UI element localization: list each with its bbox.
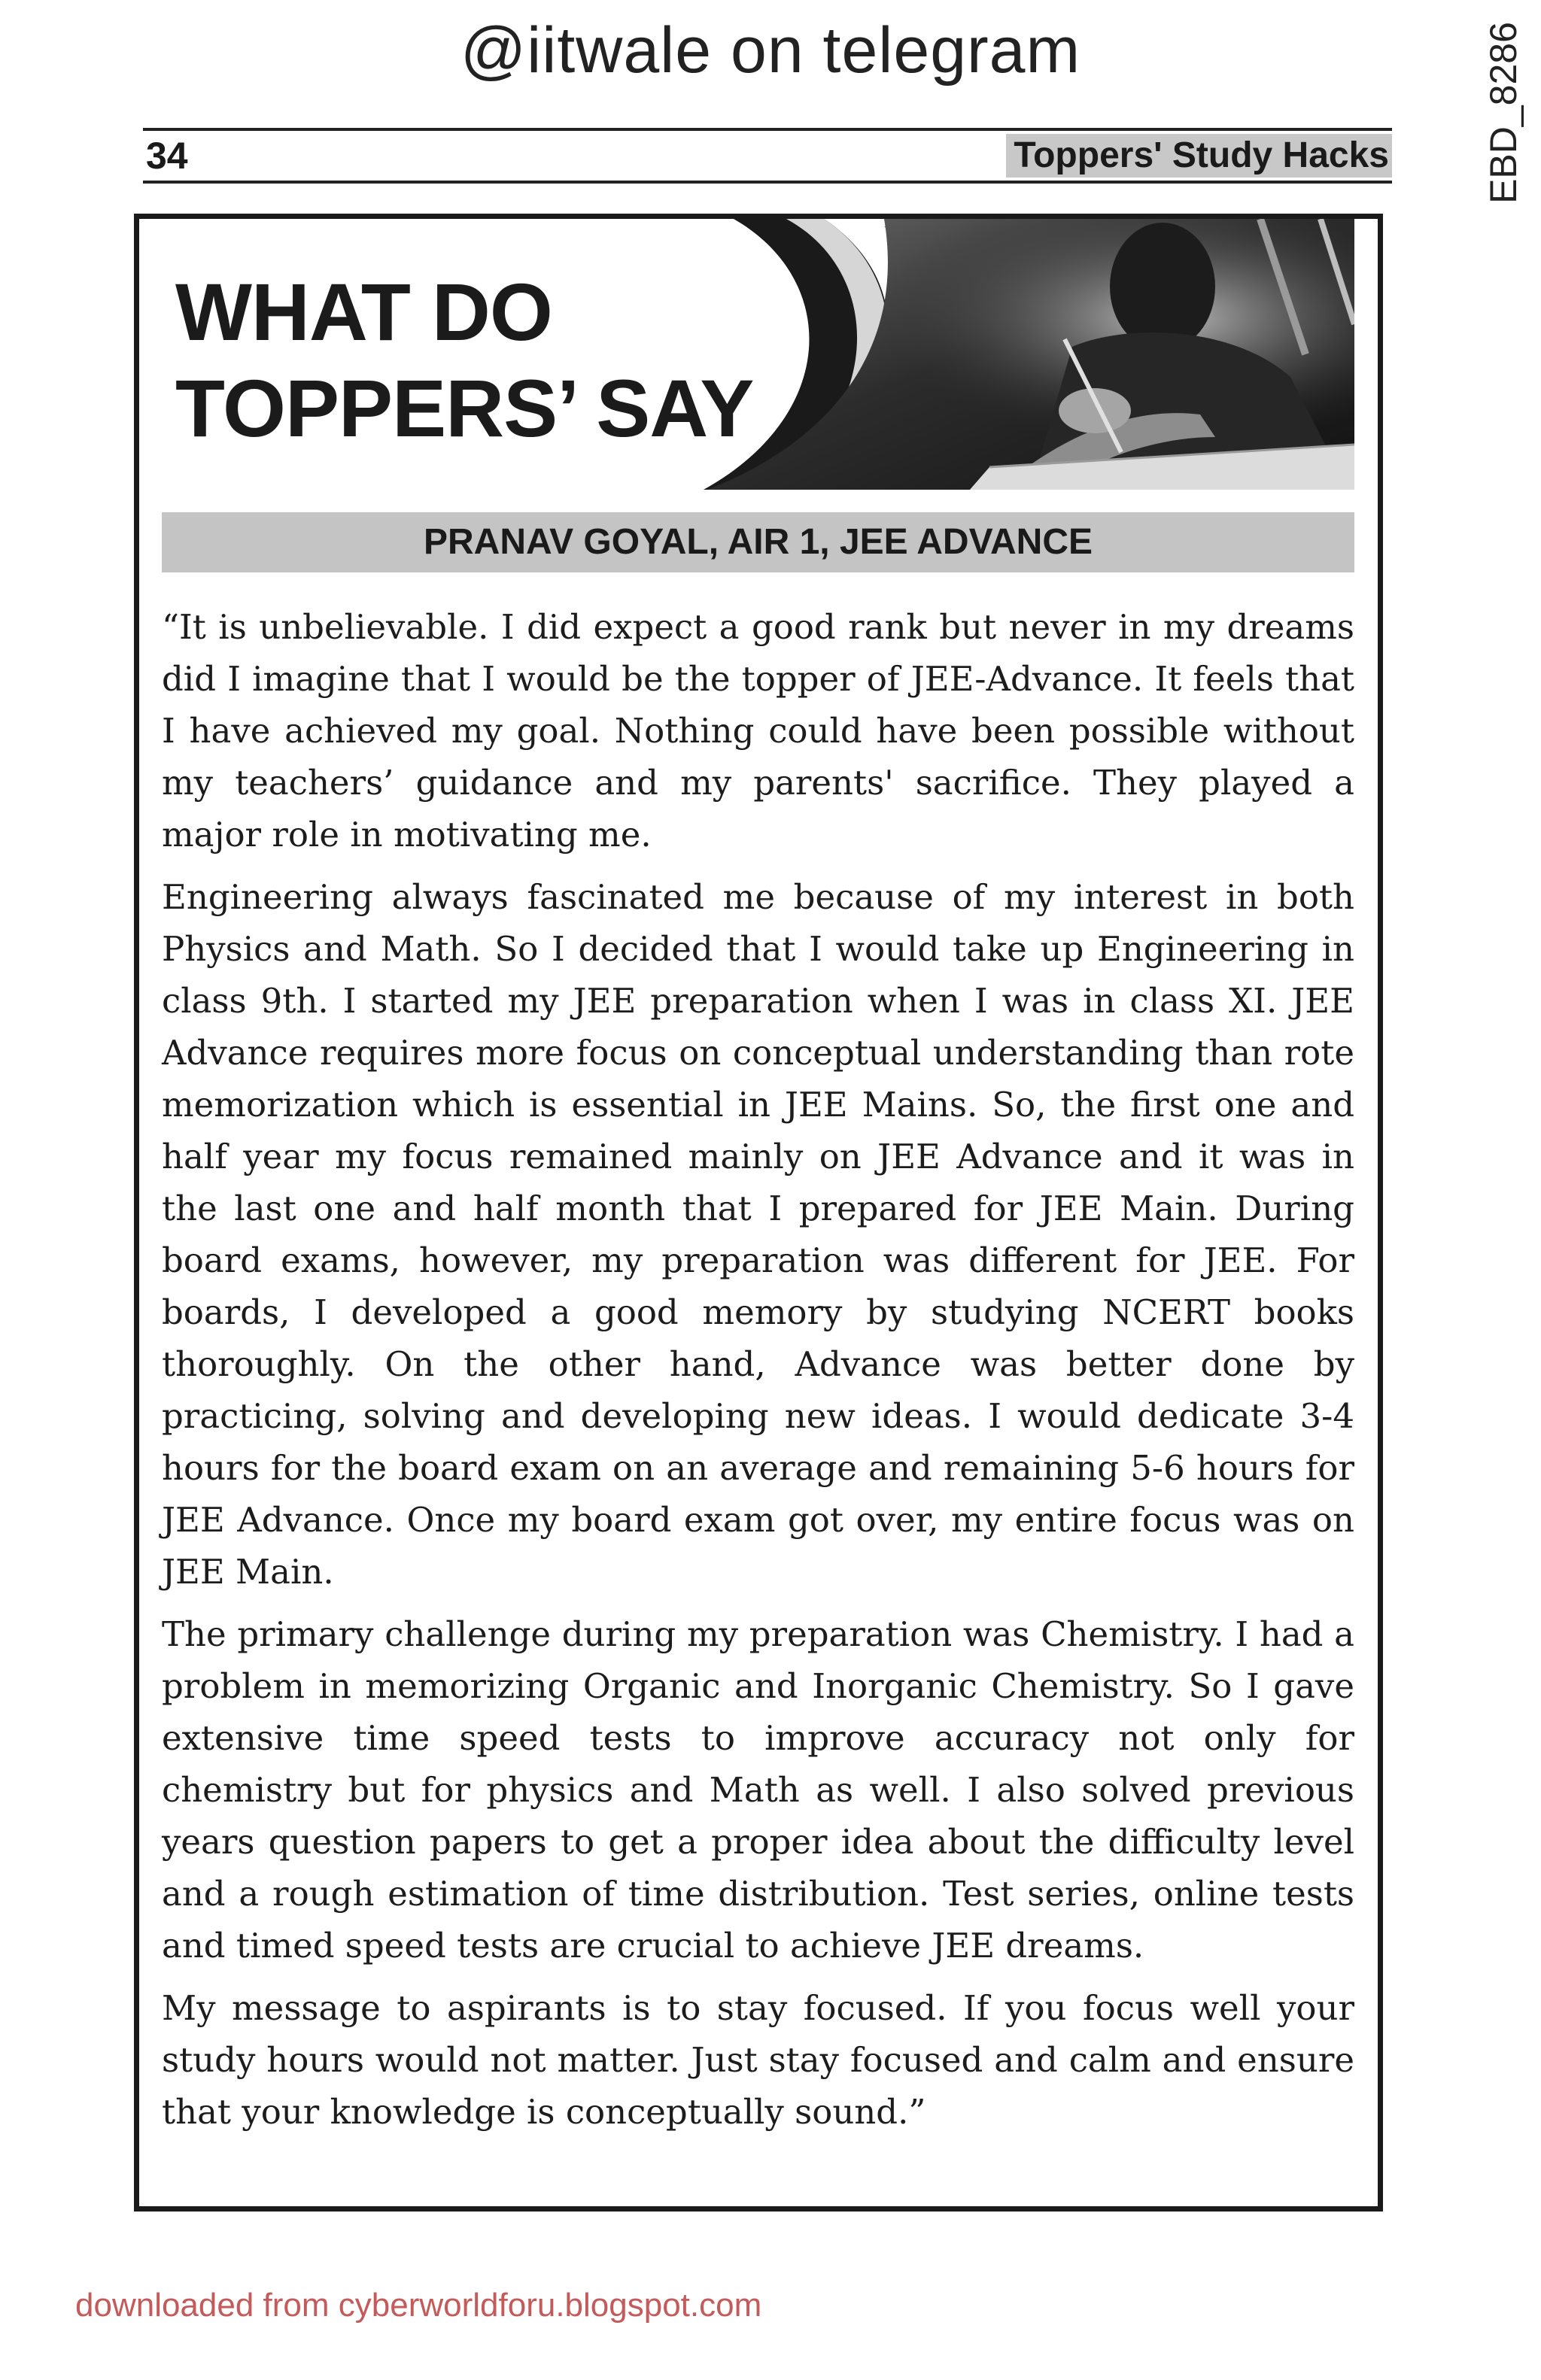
- feature-banner: [162, 219, 1354, 502]
- testimonial-paragraph: “It is unbelievable. I did expect a good rank but never in my dreams did I imagine that I would be the topper of JEE-Advance. It feels that I have achieved my goal. Nothing could have been possible without my teachers’ guidance and my parents' sacrifice. They played a major role in motivating me.: [162, 607, 1354, 855]
- telegram-watermark: @iitwale on telegram: [460, 14, 1081, 87]
- feature-heading: [175, 264, 753, 457]
- page-number: 34: [146, 135, 188, 177]
- feature-heading-line1: WHAT DO: [175, 266, 552, 357]
- page-header: [143, 128, 1392, 184]
- side-code: [1481, 15, 1526, 211]
- feature-heading-line2: TOPPERS’ SAY: [175, 363, 754, 454]
- testimonial-paragraph: Engineering always fascinated me because of my interest in both Physics and Math. So I decided that I would take up Engineering in class 9th. I started my JEE preparation when I was in class XI. JEE Advance requires more focus on conceptual understanding than rote memorization which is essential in JEE Mains. So, the first one and half year my focus remained mainly on JEE Advance and it was in the last one and half month that I prepared for JEE Main. During board exams, however, my preparation was different for JEE. For boards, I developed a good memory by studying NCERT books thoroughly. On the other hand, Advance was better done by practicing, solving and developing new ideas. I would dedicate 3-4 hours for the board exam on an average and remaining 5-6 hours for JEE Advance. Once my board exam got over, my entire focus was on JEE Main.: [162, 877, 1354, 1592]
- topper-box: [134, 214, 1383, 2212]
- testimonial-body: [162, 601, 1354, 2148]
- topper-name-bar: PRANAV GOYAL, AIR 1, JEE ADVANCE: [162, 512, 1354, 572]
- testimonial-paragraph: The primary challenge during my preparation was Chemistry. I had a problem in memorizing Organic and Inorganic Chemistry. So I gave extensive time speed tests to improve accuracy not only for chemistry but for physics and Math as well. I also solved previous years question papers to get a proper idea about the difficulty level and a rough estimation of time distribution. Test series, online tests and timed speed tests are crucial to achieve JEE dreams.: [162, 1614, 1354, 1966]
- running-title: Toppers' Study Hacks: [1006, 134, 1392, 178]
- download-footer: downloaded from cyberworldforu.blogspot.com: [75, 2287, 762, 2324]
- side-code-text: EBD_8286: [1482, 22, 1524, 204]
- testimonial-paragraph: My message to aspirants is to stay focused. If you focus well your study hours would not matter. Just stay focused and calm and ensure that your knowledge is conceptually sound.”: [162, 1988, 1354, 2132]
